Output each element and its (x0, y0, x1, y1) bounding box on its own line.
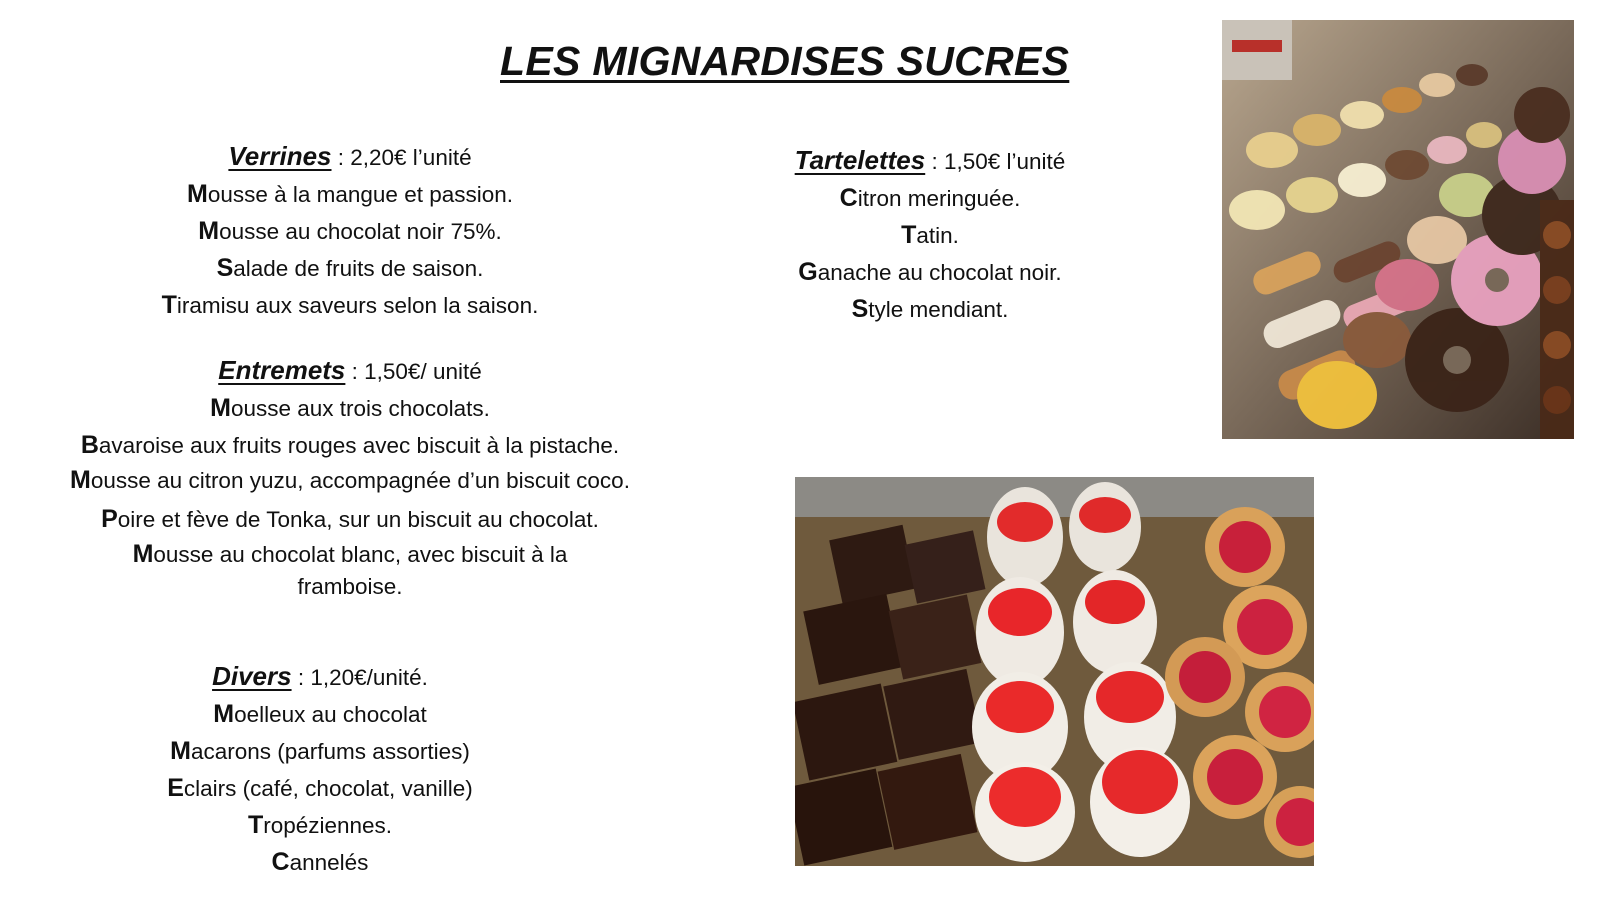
list-item: Poire et fève de Tonka, sur un biscuit au chocolat. (101, 505, 599, 533)
list-item: Mousse au citron yuzu, accompagnée d’un biscuit coco. (70, 466, 630, 494)
category-name: Tartelettes (794, 145, 926, 175)
list-item: Mousse au chocolat noir 75%. (198, 217, 502, 245)
section-heading (0, 658, 640, 696)
section-verrines (40, 138, 660, 324)
list-item: Macarons (parfums assorties) (170, 737, 470, 765)
list-item: Style mendiant. (851, 295, 1009, 323)
category-price: : 2,20€ l’unité (331, 145, 472, 170)
list-item: Tiramisu aux saveurs selon la saison. (161, 291, 539, 319)
list-item: Tropéziennes. (247, 811, 393, 839)
category-name: Verrines (228, 141, 332, 171)
section-entremets (40, 352, 660, 607)
dessert-platter-photo (795, 477, 1314, 866)
category-price: : 1,50€/ unité (345, 359, 482, 384)
section-heading (770, 142, 1090, 180)
pastry-tray-photo (1222, 20, 1574, 439)
page-title: LES MIGNARDISES SUCRES (500, 38, 1070, 84)
category-name: Entremets (218, 355, 346, 385)
section-heading (40, 352, 660, 390)
pastry-tray-illustration (1222, 20, 1574, 439)
list-item: Citron meringuée. (839, 184, 1021, 212)
category-name: Divers (212, 661, 292, 691)
list-item: Eclairs (café, chocolat, vanille) (167, 774, 473, 802)
section-tartelettes (770, 142, 1090, 328)
section-divers (0, 658, 640, 881)
list-item: Cannelés (271, 848, 369, 876)
list-item: Mousse aux trois chocolats. (210, 394, 490, 422)
list-item: Bavaroise aux fruits rouges avec biscuit à la pistache. (80, 431, 620, 459)
list-item: Ganache au chocolat noir. (798, 258, 1062, 286)
list-item: Mousse à la mangue et passion. (186, 180, 514, 208)
dessert-platter-illustration (795, 477, 1314, 866)
list-item: Mousse au chocolat blanc, avec biscuit à la framboise. (132, 540, 568, 599)
list-item: Salade de fruits de saison. (216, 254, 484, 282)
section-heading (40, 138, 660, 176)
category-price: : 1,20€/unité. (291, 665, 428, 690)
category-price: : 1,50€ l’unité (925, 149, 1066, 174)
list-item: Tatin. (901, 221, 959, 249)
list-item: Moelleux au chocolat (213, 700, 427, 728)
